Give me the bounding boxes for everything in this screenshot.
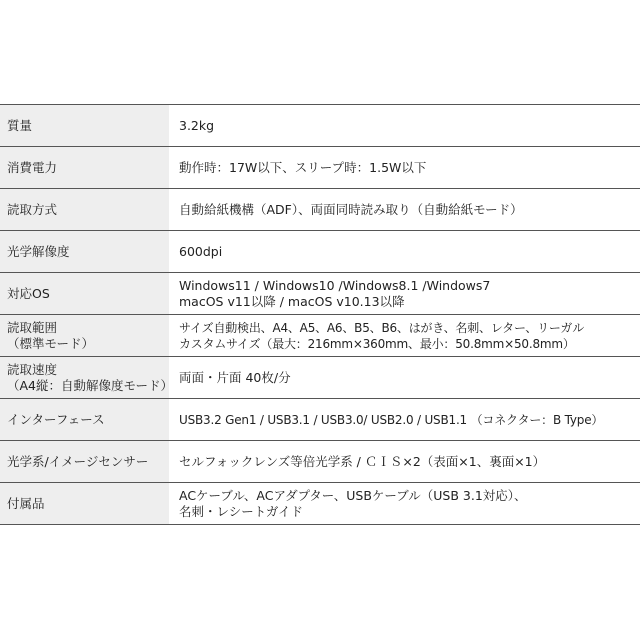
spec-value: 3.2kg [179,117,215,133]
spec-label: 質量 [0,105,169,146]
spec-label: 光学系/イメージセンサー [0,441,169,482]
spec-value: 動作時：17W以下、スリープ時：1.5W以下 [179,159,427,175]
spec-label: 光学解像度 [0,231,169,272]
spec-label: 付属品 [0,483,169,524]
spec-label: インターフェース [0,399,169,440]
spec-value: ACケーブル、ACアダプター、USBケーブル（USB 3.1対応）、 名刺・レシートガイド [179,487,527,519]
spec-value: USB3.2 Gen1 / USB3.1 / USB3.0/ USB2.0 / USB1.1 （コネクター：B Type） [179,412,604,427]
spec-row-interface [0,399,640,441]
spec-label: 読取範囲 （標準モード） [0,315,169,356]
spec-table [0,104,640,525]
spec-row-accessories [0,483,640,525]
spec-value: 600dpi [179,243,223,259]
spec-row-scan-method [0,189,640,231]
spec-label: 読取速度 （A4縦：自動解像度モード） [0,357,169,398]
spec-row-scan-range [0,315,640,357]
spec-value: 自動給紙機構（ADF）、両面同時読み取り（自動給紙モード） [179,201,523,217]
spec-row-power [0,147,640,189]
spec-row-os [0,273,640,315]
spec-row-resolution [0,231,640,273]
spec-value: Windows11 / Windows10 /Windows8.1 /Windows7 macOS v11以降 / macOS v10.13以降 [179,277,491,309]
spec-label: 読取方式 [0,189,169,230]
spec-label: 消費電力 [0,147,169,188]
spec-value: セルフォックレンズ等倍光学系 / ＣＩＳ×2（表面×1、裏面×1） [179,453,546,469]
spec-row-scan-speed [0,357,640,399]
spec-row-weight [0,105,640,147]
spec-label: 対応OS [0,273,169,314]
spec-value: 両面・片面 40枚/分 [179,369,291,385]
spec-value: サイズ自動検出、A4、A5、A6、B5、B6、はがき、名刺、レター、リーガル カスタムサイズ（最大：216mm×360mm、最小：50.8mm×50.8mm） [179,320,585,351]
spec-row-optics [0,441,640,483]
